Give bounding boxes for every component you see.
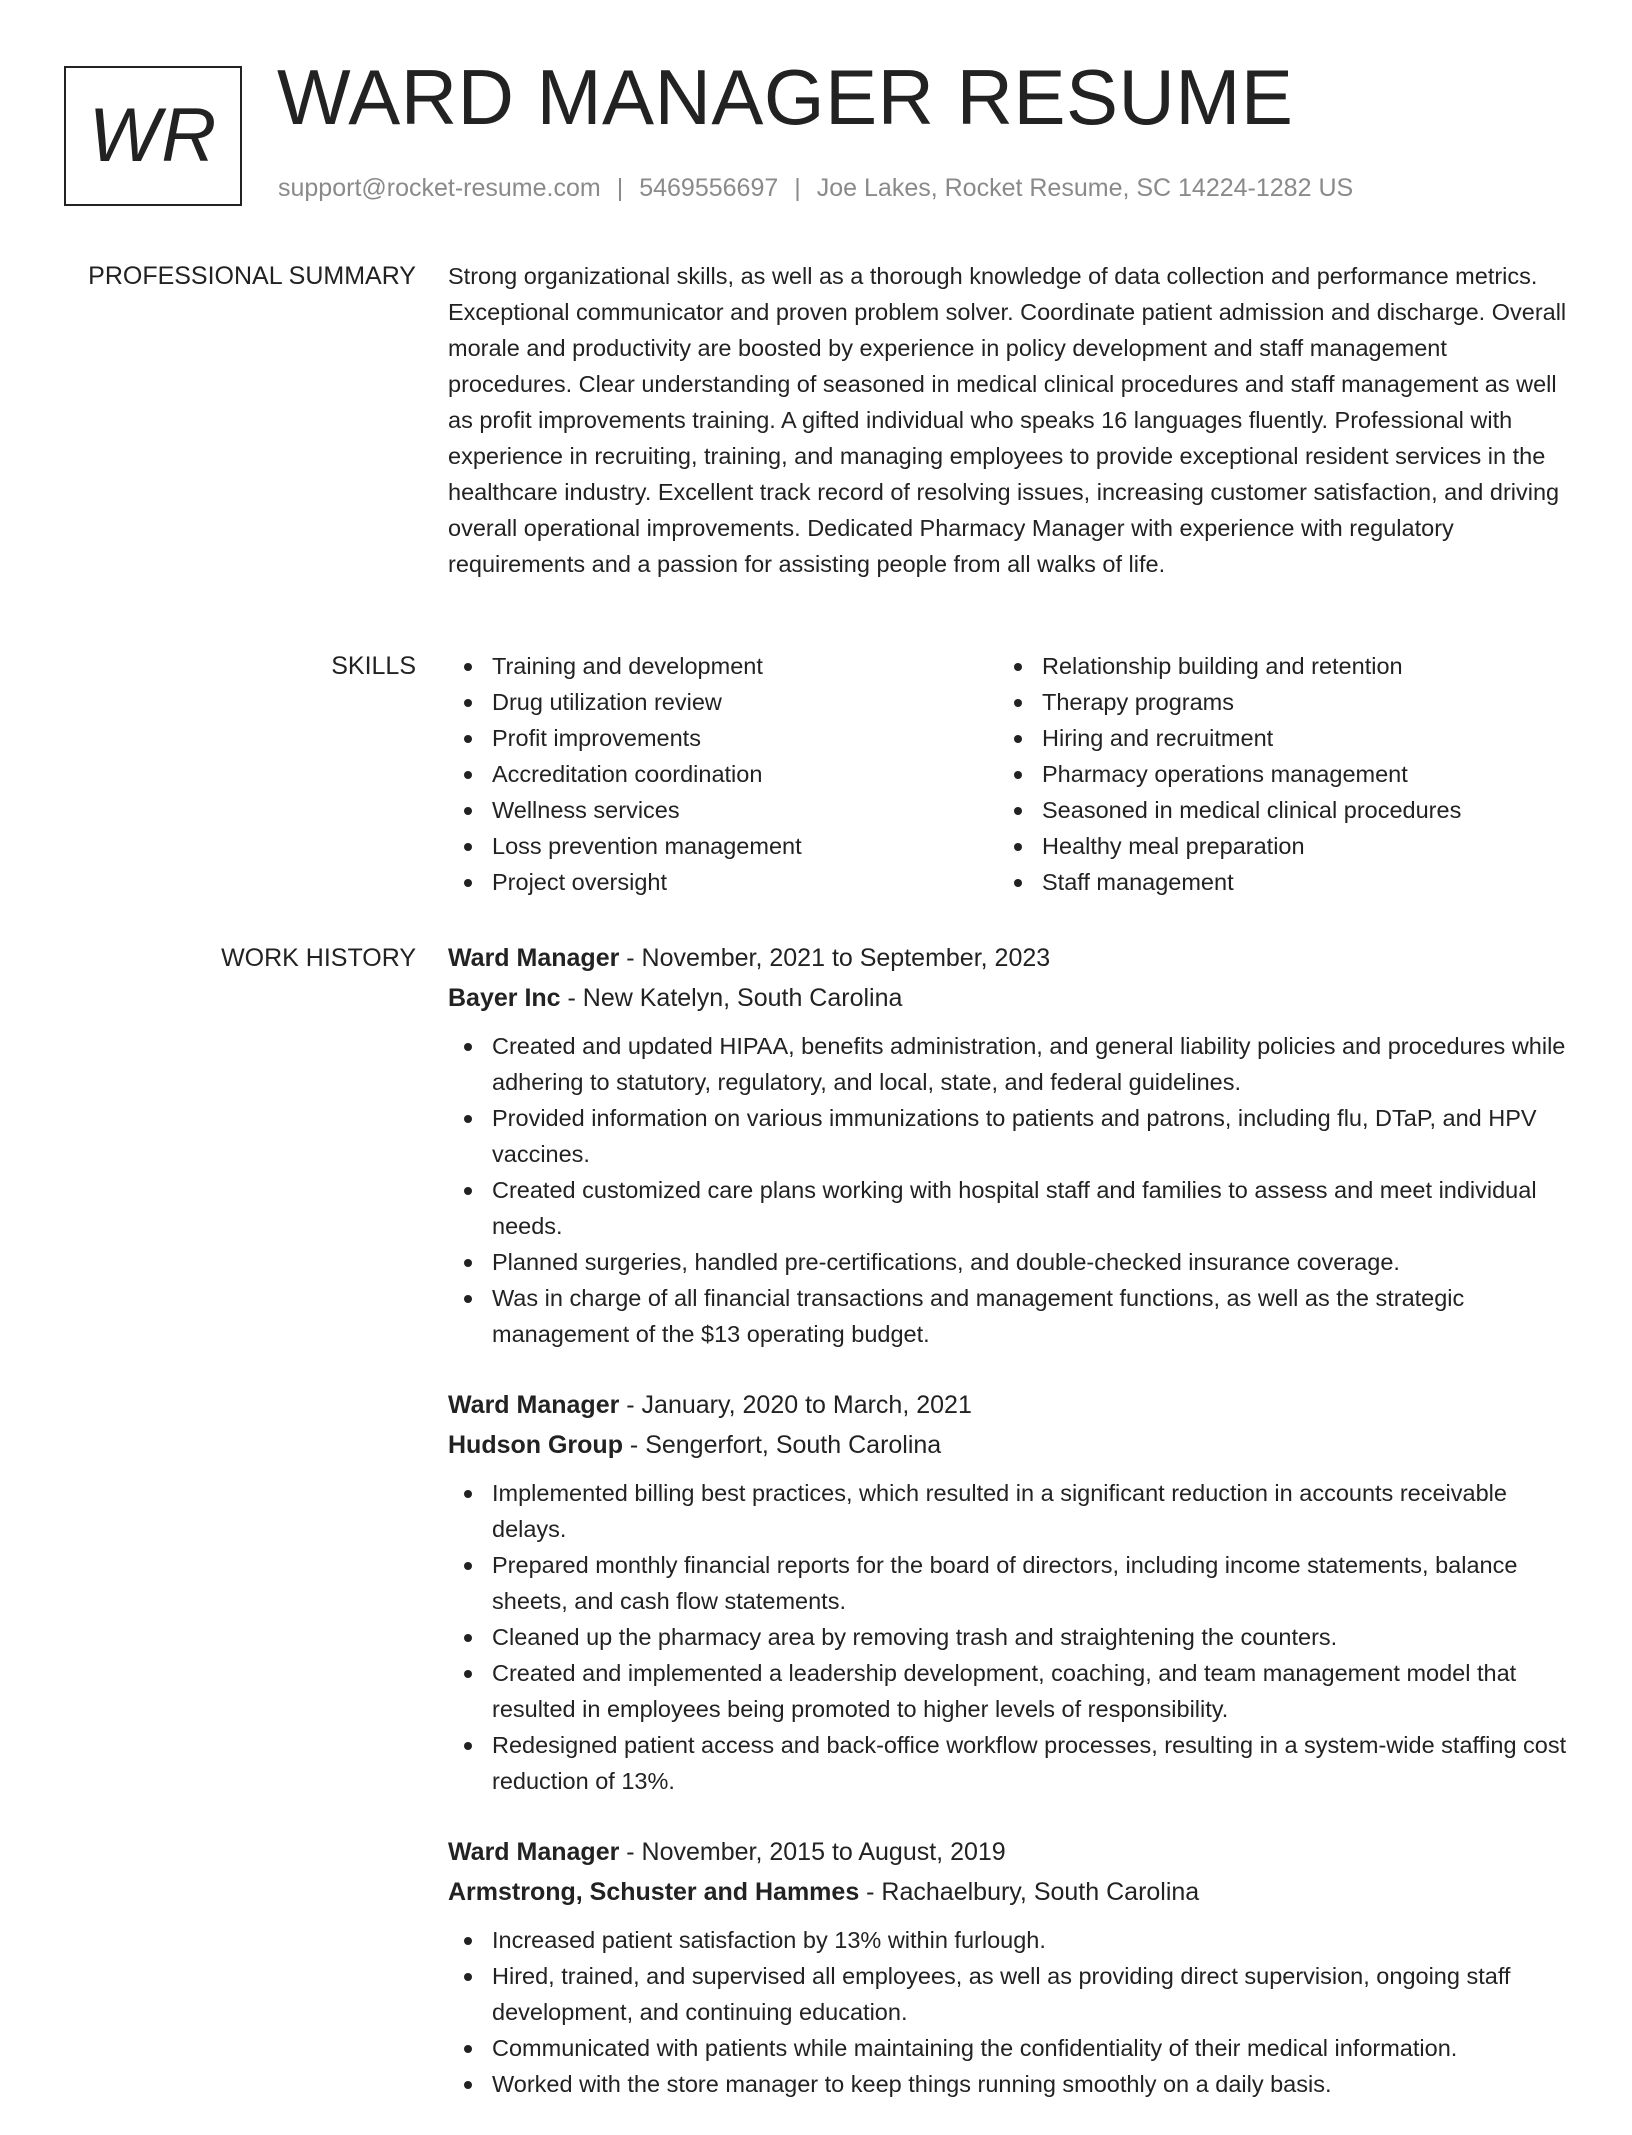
skills-heading: SKILLS <box>331 652 416 680</box>
skill-item: Profit improvements <box>448 720 998 756</box>
monogram-logo: WR <box>64 66 242 206</box>
job-dates: - January, 2020 to March, 2021 <box>619 1391 972 1419</box>
job-title-line <box>448 938 1568 978</box>
job-company-line <box>448 1872 1568 1912</box>
contact-address: Joe Lakes, Rocket Resume, SC 14224-1282 US <box>816 174 1354 202</box>
job-company-line <box>448 978 1568 1018</box>
job-company-line <box>448 1425 1568 1465</box>
job-bullet: Increased patient satisfaction by 13% within furlough. <box>448 1922 1568 1958</box>
job-entry <box>448 938 1568 1352</box>
skill-item: Project oversight <box>448 864 998 900</box>
job-location: - Sengerfort, South Carolina <box>622 1431 942 1459</box>
job-location: - New Katelyn, South Carolina <box>560 984 903 1012</box>
job-bullet: Created customized care plans working with hospital staff and families to assess and meet individual needs. <box>448 1172 1568 1244</box>
contact-separator: | <box>616 174 624 202</box>
job-bullet: Prepared monthly financial reports for the board of directors, including income statements, balance sheets, and cash flow statements. <box>448 1547 1568 1619</box>
skill-item: Drug utilization review <box>448 684 998 720</box>
job-title: Ward Manager <box>448 1391 620 1419</box>
summary-text: Strong organizational skills, as well as a thorough knowledge of data collection and performance metrics. Exceptional communicator and proven problem solver. Coordinate patient admission and discharge. Overall morale and productivity are boosted by experience in policy development and staff management procedures. Clear understanding of seasoned in medical clinical procedures and staff management as well as profit improvements training. A gifted individual who speaks 16 languages fluently. Professional with experience in recruiting, training, and managing employees to provide exceptional resident services in the healthcare industry. Excellent track record of resolving issues, increasing customer satisfaction, and driving overall operational improvements. Dedicated Pharmacy Manager with experience with regulatory requirements and a passion for assisting people from all walks of life. <box>448 263 1567 577</box>
job-bullet: Hired, trained, and supervised all employees, as well as providing direct supervision, ongoing staff development, and continuing education. <box>448 1958 1568 2030</box>
skill-item: Loss prevention management <box>448 828 998 864</box>
job-bullet: Worked with the store manager to keep things running smoothly on a daily basis. <box>448 2066 1568 2102</box>
skill-item: Seasoned in medical clinical procedures <box>998 792 1548 828</box>
job-bullets <box>448 1475 1568 1799</box>
skill-item: Wellness services <box>448 792 998 828</box>
job-title: Ward Manager <box>448 944 620 972</box>
work-history-heading: WORK HISTORY <box>221 944 416 972</box>
job-company: Bayer Inc <box>448 984 561 1012</box>
job-bullet: Created and implemented a leadership development, coaching, and team management model that resulted in employees being promoted to higher levels of responsibility. <box>448 1655 1568 1727</box>
skills-list-right <box>998 648 1548 900</box>
skills-list-left <box>448 648 998 900</box>
job-bullet: Created and updated HIPAA, benefits administration, and general liability policies and procedures while adhering to statutory, regulatory, and local, state, and federal guidelines. <box>448 1028 1568 1100</box>
skill-item: Relationship building and retention <box>998 648 1548 684</box>
job-title-line <box>448 1832 1568 1872</box>
job-title: Ward Manager <box>448 1838 620 1866</box>
job-bullets <box>448 1922 1568 2102</box>
work-history-body <box>448 938 1568 2135</box>
summary-heading: PROFESSIONAL SUMMARY <box>88 262 416 290</box>
job-bullet: Cleaned up the pharmacy area by removing trash and straightening the counters. <box>448 1619 1568 1655</box>
job-entry <box>448 1832 1568 2102</box>
job-location: - Rachaelbury, South Carolina <box>859 1878 1200 1906</box>
contact-phone[interactable]: 5469556697 <box>639 174 779 202</box>
job-bullets <box>448 1028 1568 1352</box>
job-dates: - November, 2021 to September, 2023 <box>619 944 1051 972</box>
summary-body <box>448 258 1568 582</box>
skill-item: Accreditation coordination <box>448 756 998 792</box>
job-title-line <box>448 1385 1568 1425</box>
skill-item: Training and development <box>448 648 998 684</box>
skill-item: Pharmacy operations management <box>998 756 1548 792</box>
job-bullet: Planned surgeries, handled pre-certifications, and double-checked insurance coverage. <box>448 1244 1568 1280</box>
job-bullet: Communicated with patients while maintaining the confidentiality of their medical information. <box>448 2030 1568 2066</box>
skill-item: Staff management <box>998 864 1548 900</box>
skill-item: Hiring and recruitment <box>998 720 1548 756</box>
job-bullet: Redesigned patient access and back-office workflow processes, resulting in a system-wide staffing cost reduction of 13%. <box>448 1727 1568 1799</box>
job-dates: - November, 2015 to August, 2019 <box>619 1838 1006 1866</box>
job-company: Hudson Group <box>448 1431 623 1459</box>
job-bullet: Provided information on various immunizations to patients and patrons, including flu, DTaP, and HPV vaccines. <box>448 1100 1568 1172</box>
contact-separator: | <box>794 174 801 202</box>
job-entry <box>448 1385 1568 1799</box>
skills-body <box>448 648 1568 900</box>
skill-item: Healthy meal preparation <box>998 828 1548 864</box>
job-bullet: Implemented billing best practices, which resulted in a significant reduction in accounts receivable delays. <box>448 1475 1568 1547</box>
contact-line <box>278 176 1353 201</box>
contact-email[interactable]: support@rocket-resume.com <box>278 174 601 202</box>
resume-title: WARD MANAGER RESUME <box>277 53 1294 141</box>
skills-grid <box>448 648 1568 900</box>
job-company: Armstrong, Schuster and Hammes <box>448 1878 860 1906</box>
skill-item: Therapy programs <box>998 684 1548 720</box>
job-bullet: Was in charge of all financial transactions and management functions, as well as the strategic management of the $13 operating budget. <box>448 1280 1568 1352</box>
